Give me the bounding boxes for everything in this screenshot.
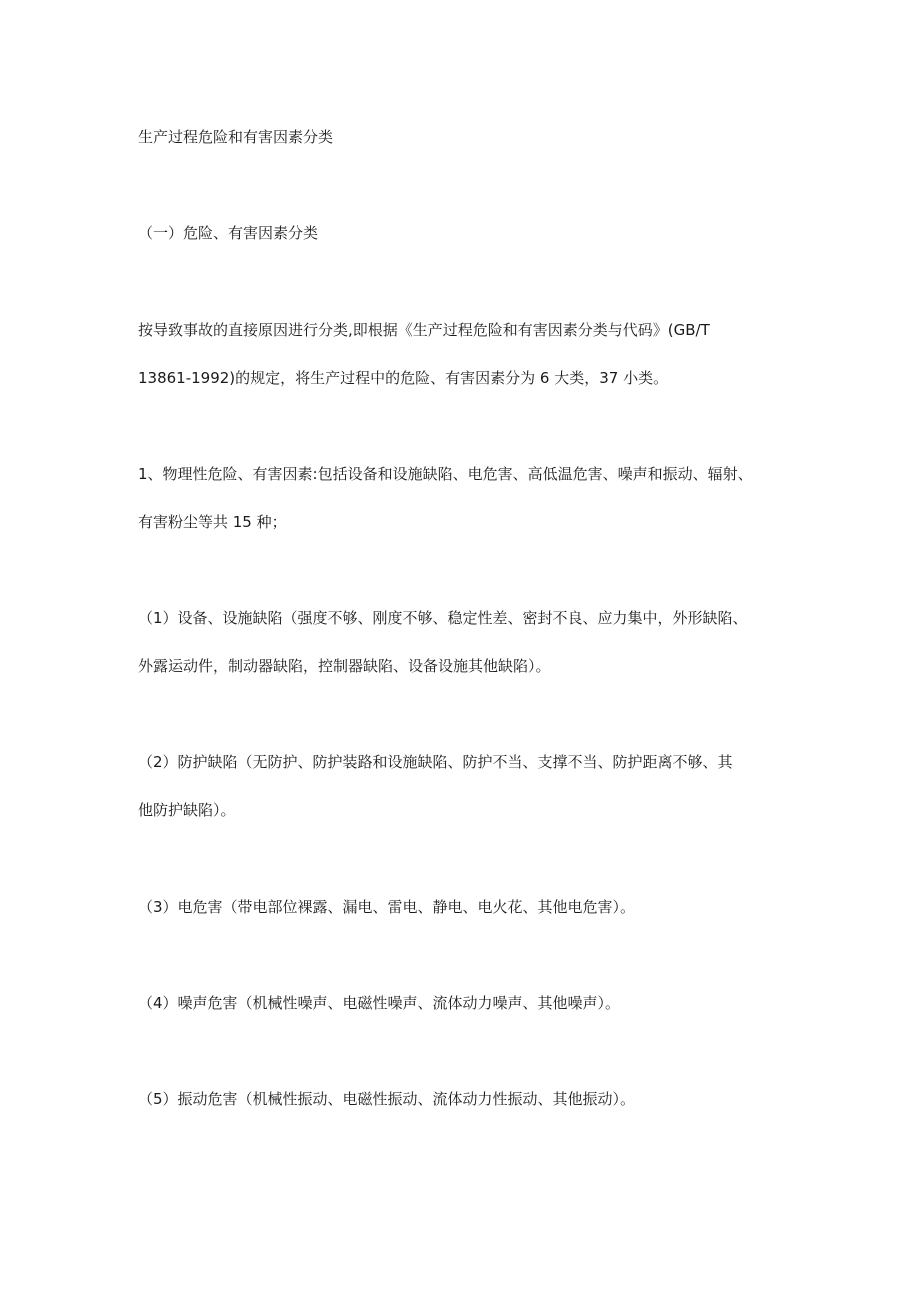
item-3-paragraph [138, 883, 788, 931]
item-2-line-2: 他防护缺陷）。 [138, 801, 236, 819]
item-5-line: （5）振动危害（机械性振动、电磁性振动、流体动力性振动、其他振动）。 [138, 1090, 636, 1108]
item-4-paragraph [138, 979, 788, 1027]
section-heading-text: （一）危险、有害因素分类 [138, 224, 319, 242]
item-3-line: （3）电危害（带电部位裸露、漏电、雷电、静电、电火花、其他电危害）。 [138, 898, 636, 916]
item-2-paragraph [138, 738, 788, 834]
item-4-line: （4）噪声危害（机械性噪声、电磁性噪声、流体动力噪声、其他噪声）。 [138, 994, 621, 1012]
item-1-line-2: 外露运动件，制动器缺陷，控制器缺陷、设备设施其他缺陷）。 [138, 657, 551, 675]
category-1-line-1: 1、物理性危险、有害因素:包括设备和设施缺陷、电危害、高低温危害、噪声和振动、辐射、 [138, 465, 753, 483]
item-5-paragraph [138, 1075, 788, 1123]
section-heading [138, 209, 788, 257]
category-1-paragraph [138, 450, 788, 546]
intro-line-1: 按导致事故的直接原因进行分类,即根据《生产过程危险和有害因素分类与代码》(GB/T [138, 321, 710, 339]
intro-line-2: 13861-1992)的规定，将生产过程中的危险、有害因素分为 6 大类，37 小类。 [138, 369, 669, 387]
document-title [138, 113, 788, 161]
item-1-line-1: （1）设备、设施缺陷（强度不够、刚度不够、稳定性差、密封不良、应力集中，外形缺陷、 [138, 609, 748, 627]
intro-paragraph [138, 306, 788, 402]
item-1-paragraph [138, 594, 788, 690]
category-1-line-2: 有害粉尘等共 15 种； [138, 513, 287, 531]
item-2-line-1: （2）防护缺陷（无防护、防护装路和设施缺陷、防护不当、支撑不当、防护距离不够、其 [138, 753, 733, 771]
document-title-text: 生产过程危险和有害因素分类 [138, 128, 334, 146]
